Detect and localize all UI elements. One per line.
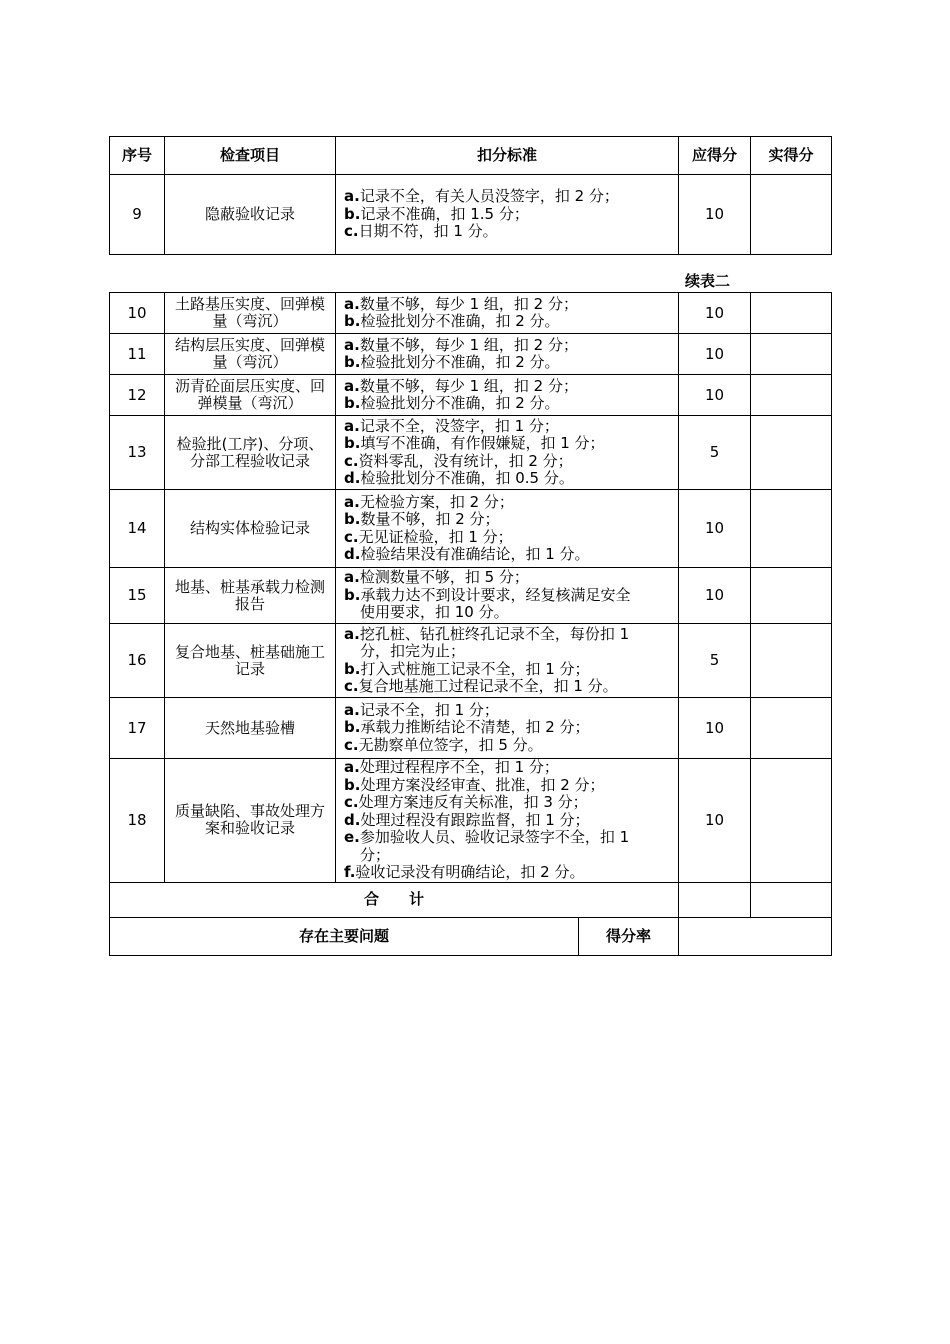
criteria-line: a.挖孔桩、钻孔桩终孔记录不全，每份扣 1	[344, 624, 630, 643]
row-item: 天然地基验槽	[165, 698, 336, 759]
criteria-line: b.处理方案没经审查、批准，扣 2 分；	[344, 775, 605, 794]
row-criteria	[336, 175, 679, 255]
row-due-score: 10	[679, 175, 751, 255]
criteria-line: b.检验批划分不准确，扣 2 分。	[344, 353, 560, 371]
row-due-score: 10	[679, 698, 751, 759]
row-due-score: 10	[679, 334, 751, 375]
row-actual-score[interactable]	[751, 416, 832, 490]
header-criteria: 扣分标准	[336, 137, 679, 175]
row-criteria	[336, 698, 679, 759]
row-actual-score[interactable]	[751, 624, 832, 698]
table-row	[110, 175, 832, 255]
criteria-line: b.检验批划分不准确，扣 2 分。	[344, 312, 560, 330]
row-no: 13	[110, 416, 165, 490]
criteria-line: a.记录不全，有关人员没签字，扣 2 分；	[344, 187, 619, 206]
criteria-line: c.资料零乱，没有统计，扣 2 分；	[344, 451, 573, 470]
criteria-line: a.数量不够，每少 1 组，扣 2 分；	[344, 335, 578, 354]
criteria-line-continued: 使用要求，扣 10 分。	[360, 603, 509, 622]
row-due-score: 5	[679, 624, 751, 698]
row-actual-score[interactable]	[751, 698, 832, 759]
row-item: 土路基压实度、回弹模量（弯沉）	[165, 293, 336, 334]
table-row	[110, 568, 832, 624]
criteria-line: b.检验批划分不准确，扣 2 分。	[344, 394, 560, 412]
row-item: 结构实体检验记录	[165, 490, 336, 568]
criteria-line: a.无检验方案，扣 2 分；	[344, 492, 514, 511]
table-row	[110, 293, 832, 334]
criteria-line: a.处理过程程序不全，扣 1 分；	[344, 758, 559, 776]
row-no: 11	[110, 334, 165, 375]
row-due-score: 10	[679, 759, 751, 883]
criteria-line: a.检测数量不够，扣 5 分；	[344, 568, 529, 587]
row-due-score: 10	[679, 293, 751, 334]
row-criteria	[336, 490, 679, 568]
row-actual-score[interactable]	[751, 759, 832, 883]
row-actual-score[interactable]	[751, 334, 832, 375]
row-criteria	[336, 293, 679, 334]
criteria-line: c.无见证检验，扣 1 分；	[344, 527, 513, 546]
score-table-continued	[109, 292, 832, 956]
row-no: 17	[110, 698, 165, 759]
row-criteria	[336, 568, 679, 624]
total-due-score[interactable]	[679, 882, 751, 917]
criteria-line: d.处理过程没有跟踪监督，扣 1 分；	[344, 810, 590, 829]
total-row	[110, 882, 832, 917]
row-item: 复合地基、桩基础施工记录	[165, 624, 336, 698]
row-criteria	[336, 624, 679, 698]
criteria-line: b.数量不够，扣 2 分；	[344, 510, 500, 528]
row-due-score: 5	[679, 416, 751, 490]
criteria-line: a.记录不全，扣 1 分；	[344, 700, 499, 719]
row-no: 15	[110, 568, 165, 624]
header-item: 检查项目	[165, 137, 336, 175]
row-actual-score[interactable]	[751, 293, 832, 334]
row-item: 地基、桩基承载力检测报告	[165, 568, 336, 624]
row-criteria	[336, 416, 679, 490]
criteria-line: b.填写不准确，有作假嫌疑，扣 1 分；	[344, 434, 605, 452]
row-no: 12	[110, 375, 165, 416]
row-no: 10	[110, 293, 165, 334]
criteria-line: b.打入式桩施工记录不全，扣 1 分；	[344, 659, 590, 678]
continued-table-label: 续表二	[685, 272, 731, 290]
header-due-score: 应得分	[679, 137, 751, 175]
table-row	[110, 624, 832, 698]
criteria-line-continued: 分；	[360, 845, 391, 864]
row-no: 16	[110, 624, 165, 698]
table-row	[110, 490, 832, 568]
row-actual-score[interactable]	[751, 490, 832, 568]
criteria-line: c.日期不符，扣 1 分。	[344, 222, 498, 241]
score-rate-value[interactable]	[679, 917, 832, 955]
row-item: 隐蔽验收记录	[165, 175, 336, 255]
table-header-row	[110, 137, 832, 175]
criteria-line: d.检验批划分不准确，扣 0.5 分。	[344, 469, 574, 487]
row-due-score: 10	[679, 568, 751, 624]
criteria-line: d.检验结果没有准确结论，扣 1 分。	[344, 545, 590, 563]
row-criteria	[336, 375, 679, 416]
table-row	[110, 416, 832, 490]
score-rate-label: 得分率	[579, 917, 679, 955]
row-no: 14	[110, 490, 165, 568]
total-label: 合 计	[110, 882, 679, 917]
table-row	[110, 375, 832, 416]
table-row	[110, 698, 832, 759]
row-actual-score[interactable]	[751, 375, 832, 416]
header-no: 序号	[110, 137, 165, 175]
criteria-line: a.数量不够，每少 1 组，扣 2 分；	[344, 294, 578, 313]
criteria-line-continued: 分，扣完为止；	[360, 642, 466, 660]
criteria-line: c.复合地基施工过程记录不全，扣 1 分。	[344, 677, 618, 695]
row-item: 沥青砼面层压实度、回弹模量（弯沉）	[165, 375, 336, 416]
row-criteria	[336, 334, 679, 375]
criteria-line: b.承载力推断结论不清楚，扣 2 分；	[344, 718, 590, 737]
row-item: 质量缺陷、事故处理方案和验收记录	[165, 759, 336, 883]
criteria-line: b.承载力达不到设计要求，经复核满足安全	[344, 585, 631, 604]
row-item: 检验批(工序)、分项、分部工程验收记录	[165, 416, 336, 490]
score-table-top	[109, 136, 832, 255]
row-actual-score[interactable]	[751, 175, 832, 255]
table-row	[110, 759, 832, 883]
row-due-score: 10	[679, 375, 751, 416]
header-actual-score: 实得分	[751, 137, 832, 175]
criteria-line: c.处理方案违反有关标准，扣 3 分；	[344, 793, 588, 811]
row-item: 结构层压实度、回弹模量（弯沉）	[165, 334, 336, 375]
criteria-line: f.验收记录没有明确结论，扣 2 分。	[344, 863, 585, 881]
row-no: 18	[110, 759, 165, 883]
criteria-line: c.无勘察单位签字，扣 5 分。	[344, 735, 543, 754]
row-criteria	[336, 759, 679, 883]
table-row	[110, 334, 832, 375]
criteria-line: a.记录不全，没签字，扣 1 分；	[344, 416, 559, 435]
total-actual-score[interactable]	[751, 882, 832, 917]
row-no: 9	[110, 175, 165, 255]
criteria-line: b.记录不准确，扣 1.5 分；	[344, 204, 529, 223]
criteria-line: e.参加验收人员、验收记录签字不全，扣 1	[344, 828, 630, 846]
criteria-line: a.数量不够，每少 1 组，扣 2 分；	[344, 376, 578, 395]
row-actual-score[interactable]	[751, 568, 832, 624]
problems-label: 存在主要问题	[110, 917, 579, 955]
row-due-score: 10	[679, 490, 751, 568]
problems-row	[110, 917, 832, 955]
